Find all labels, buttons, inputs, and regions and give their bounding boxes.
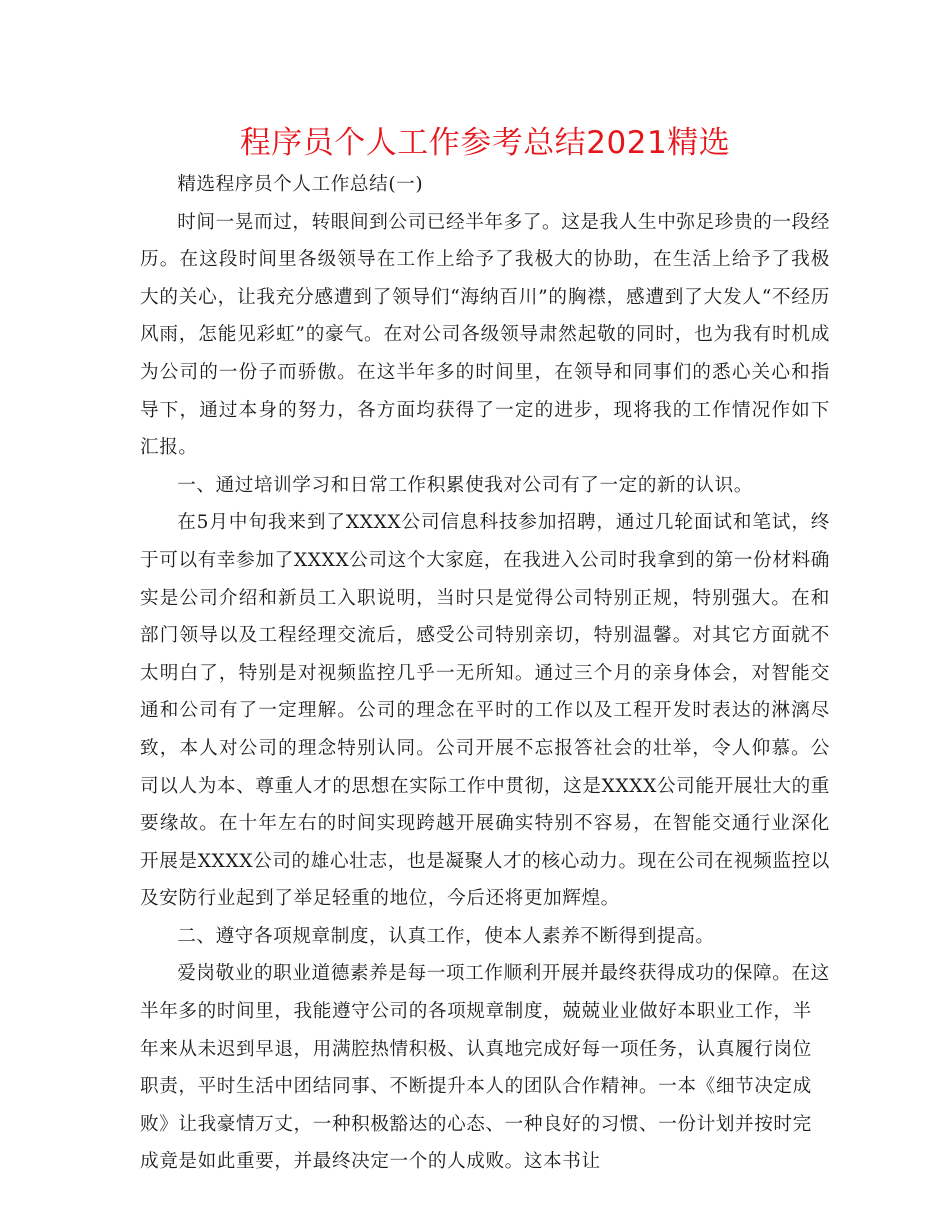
document-title: 程序员个人工作参考总结2021精选 [239,125,731,161]
document-page [140,118,830,1181]
document-subtitle: 精选程序员个人工作总结(一) [177,174,424,195]
section-heading-2: 二、遵守各项规章制度，认真工作，使本人素养不断得到提高。 [177,925,715,947]
paragraph-work-ethic: 爱岗敬业的职业道德素养是每一项工作顺利开展并最终获得成功的保障。在这半年多的时间里，我能遵守公司的各项规章制度，兢兢业业做好本职业工作，半年来从未迟到早退，用满腔热情积极、认真地完成好每一项任务，认真履行岗位职责，平时生活中团结同事、不断提升本人的团队合作精神。一本《细节决定成败》让我豪情万丈，一种积极豁达的心态、一种良好的习惯、一份计划并按时完成竟是如此重要，并最终决定一个的人成败。这本书让 [140,963,830,1173]
section-heading-1: 一、通过培训学习和日常工作积累使我对公司有了一定的新的认识。 [177,474,754,496]
paragraph-company-understanding: 在5月中旬我来到了XXXX公司信息科技参加招聘，通过几轮面试和笔试，终于可以有幸参加了XXXX公司这个大家庭，在我进入公司时我拿到的第一份材料确实是公司介绍和新员工入职说明，当时只是觉得公司特别正规，特别强大。在和部门领导以及工程经理交流后，感受公司特别亲切，特别温馨。对其它方面就不太明白了，特别是对视频监控几乎一无所知。通过三个月的亲身体会，对智能交通和公司有了一定理解。公司的理念在平时的工作以及工程开发时表达的淋漓尽致，本人对公司的理念特别认同。公司开展不忘报答社会的壮举，令人仰慕。公司以人为本、尊重人才的思想在实际工作中贯彻，这是XXXX公司能开展壮大的重要缘故。在十年左右的时间实现跨越开展确实特别不容易，在智能交通行业深化开展是XXXX公司的雄心壮志，也是凝聚人才的核心动力。现在公司在视频监控以及安防行业起到了举足轻重的地位，今后还将更加辉煌。 [140,512,830,910]
paragraph-intro: 时间一晃而过，转眼间到公司已经半年多了。这是我人生中弥足珍贵的一段经历。在这段时间里各级领导在工作上给予了我极大的协助，在生活上给予了我极大的关心，让我充分感遭到了领导们“海纳百川”的胸襟，感遭到了大发人“不经历风雨，怎能见彩虹”的豪气。在对公司各级领导肃然起敬的同时，也为我有时机成为公司的一份子而骄傲。在这半年多的时间里，在领导和同事们的悉心关心和指导下，通过本身的努力，各方面均获得了一定的进步，现将我的工作情况作如下汇报。 [140,211,830,459]
